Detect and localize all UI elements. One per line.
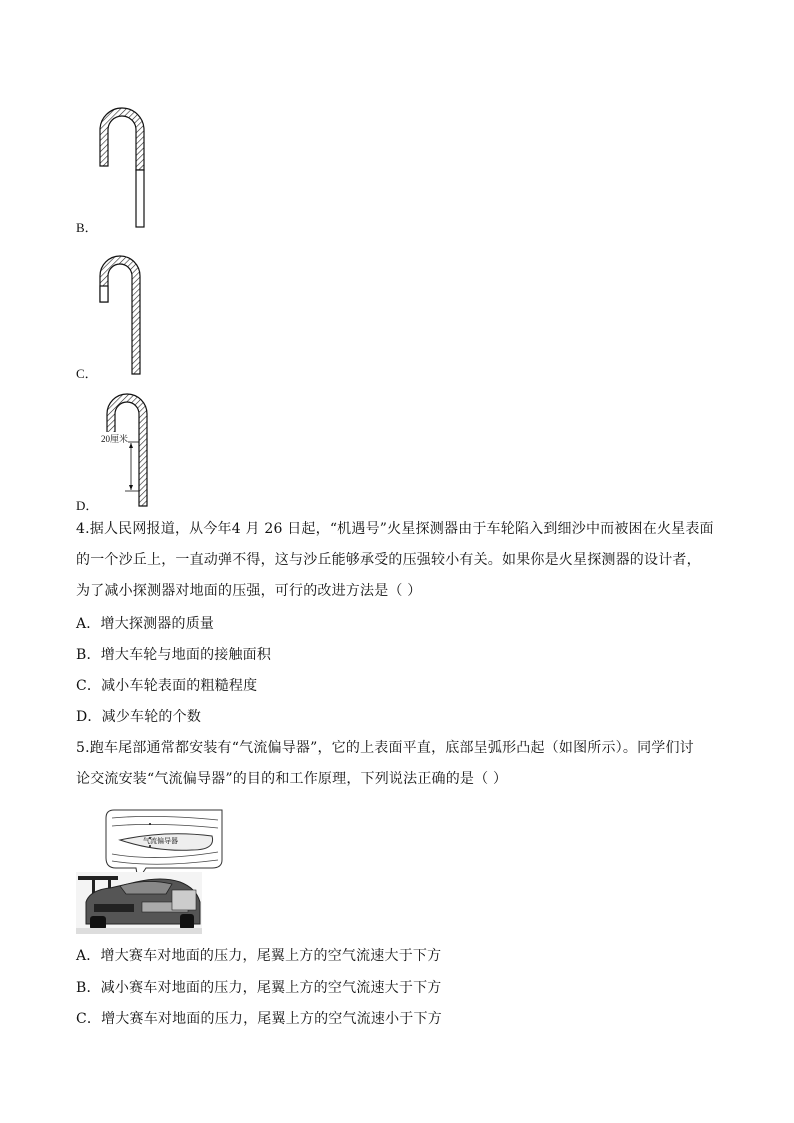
q4-stem-line-2: 的一个沙丘上，一直动弹不得，这与沙丘能够承受的压强较小有关。如果你是火星探测器的设计者，: [76, 552, 701, 568]
option-d-label: D．: [76, 498, 99, 513]
spoiler-label: 气流偏导器: [143, 837, 178, 845]
option-c-label: C．: [76, 366, 98, 381]
q4-option-d: D．减少车轮的个数: [76, 709, 202, 725]
dimension-label: 20厘米: [101, 434, 129, 444]
tube-figure-b: [95, 100, 155, 230]
q5-stem-line-1: 5.跑车尾部通常都安装有“气流偏导器”，它的上表面平直，底部呈弧形凸起（如图所示）。同学们讨: [76, 740, 694, 756]
q4-stem-line-3: 为了减小探测器对地面的压强，可行的改进方法是（ ）: [76, 583, 422, 599]
q4-option-a: A．增大探测器的质量: [76, 616, 215, 632]
q4-option-c: C．减小车轮表面的粗糙程度: [76, 678, 258, 694]
option-b-label: B．: [76, 220, 98, 235]
q4-option-b: B．增大车轮与地面的接触面积: [76, 647, 272, 663]
tube-figure-d: [95, 388, 165, 508]
q5-option-a: A．增大赛车对地面的压力，尾翼上方的空气流速大于下方: [76, 948, 442, 964]
q5-option-c: C．增大赛车对地面的压力，尾翼上方的空气流速小于下方: [76, 1011, 442, 1027]
q5-option-b: B．减小赛车对地面的压力，尾翼上方的空气流速大于下方: [76, 980, 442, 996]
q4-stem-line-1: 4.据人民网报道，从今年4 月 26 日起，“机遇号”火星探测器由于车轮陷入到细沙中而被困在火星表面: [76, 521, 714, 537]
tube-figure-c: [95, 248, 155, 378]
q5-stem-line-2: 论交流安装“气流偏导器”的目的和工作原理，下列说法正确的是（ ）: [76, 771, 508, 787]
race-car-figure: [76, 806, 226, 936]
